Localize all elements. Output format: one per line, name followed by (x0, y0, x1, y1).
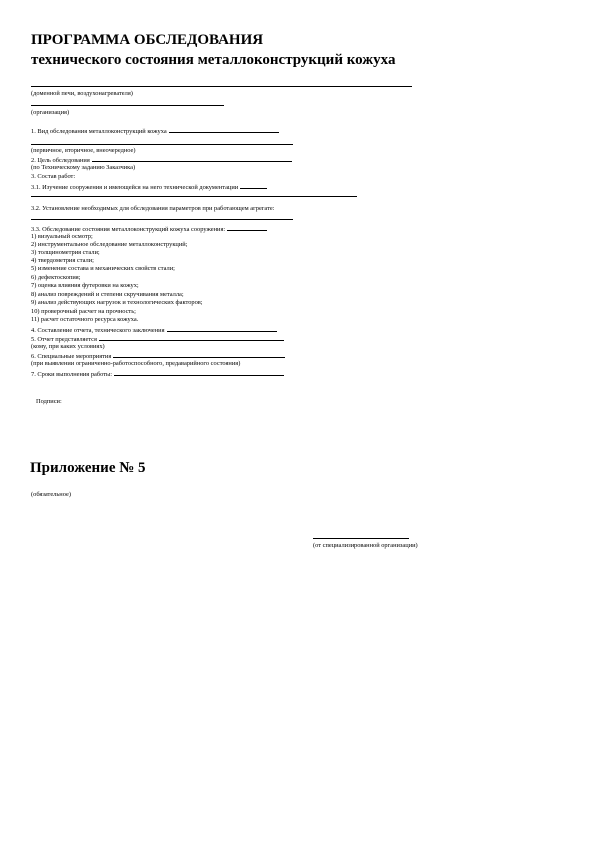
item-3-1-field-line (240, 182, 267, 189)
appendix-note: (обязательное) (31, 491, 71, 498)
item-5-note: (кому, при каких условиях) (31, 343, 105, 350)
item-5-field-line (99, 334, 284, 341)
item-7-deadlines (31, 369, 284, 379)
list-item: 11) расчет остаточного ресурса кожуха. (31, 316, 139, 323)
item-2-label: 2. Цель обследования (31, 157, 90, 164)
organization-line (31, 105, 224, 106)
item-1-inspection-type (31, 126, 279, 136)
object-name-line (31, 86, 412, 87)
item-6-label: 6. Специальные мероприятия (31, 353, 112, 360)
item-4-label: 4. Составление отчета, технического заключения (31, 327, 165, 334)
item-3-scope: 3. Состав работ: (31, 173, 76, 180)
item-1-note: (первичное, вторичное, внеочередное) (31, 147, 136, 154)
item-1-field-line (169, 126, 279, 133)
organization-signature-caption: (от специализированной организации) (313, 542, 418, 549)
list-item: 6) дефектоскопия; (31, 274, 81, 281)
item-3-2-parameters: 3.2. Установление необходимых для обследования параметров при работающем агрегате: (31, 205, 275, 212)
list-item: 7) оценка влияния футеровки на кожух; (31, 282, 139, 289)
item-3-1-extra-line (31, 196, 357, 197)
item-3-3-field-line (227, 224, 267, 231)
list-item: 10) проверочный расчет на прочность; (31, 308, 136, 315)
item-6-field-line (113, 351, 285, 358)
document-title-line2: технического состояния металлоконструкций кожуха (31, 52, 396, 68)
signatures-label: Подписи: (36, 398, 62, 405)
list-item: 3) толщинометрия стали; (31, 249, 100, 256)
item-6-note: (при выявлении ограниченно-работоспособного, предаварийного состояния) (31, 360, 241, 367)
list-item: 9) анализ действующих нагрузок и технологических факторов; (31, 299, 203, 306)
item-7-label: 7. Сроки выполнения работы: (31, 371, 113, 378)
list-item: 5) изменение состава и механических свойств стали; (31, 265, 175, 272)
item-7-field-line (114, 369, 284, 376)
list-item: 2) инструментальное обследование металлоконструкций; (31, 241, 188, 248)
organization-signature-line (313, 538, 409, 539)
item-2-note: (по Техническому заданию Заказчика) (31, 164, 136, 171)
item-2-field-line (92, 155, 292, 162)
item-1-label: 1. Вид обследования металлоконструкций кожуха (31, 128, 167, 135)
item-5-label: 5. Отчет представляется (31, 336, 97, 343)
item-1-extra-line (31, 144, 293, 145)
list-item: 1) визуальный осмотр; (31, 233, 93, 240)
list-item: 8) анализ повреждений и степени скручивания металла; (31, 291, 184, 298)
item-3-1-study (31, 182, 267, 192)
item-3-2-extra-line (31, 219, 293, 220)
organization-caption: (организация) (31, 109, 70, 116)
list-item: 4) твердометрия стали; (31, 257, 94, 264)
appendix-title: Приложение № 5 (30, 460, 146, 476)
item-3-1-label: 3.1. Изучение сооружения и имеющейся на него технической документации (31, 184, 239, 191)
document-title-line1: ПРОГРАММА ОБСЛЕДОВАНИЯ (31, 32, 264, 48)
item-4-field-line (167, 325, 277, 332)
object-caption: (доменной печи, воздухонагревателя) (31, 90, 133, 97)
item-3-3-label: 3.3. Обследование состояния металлоконструкций кожуха сооружения: (31, 226, 226, 233)
